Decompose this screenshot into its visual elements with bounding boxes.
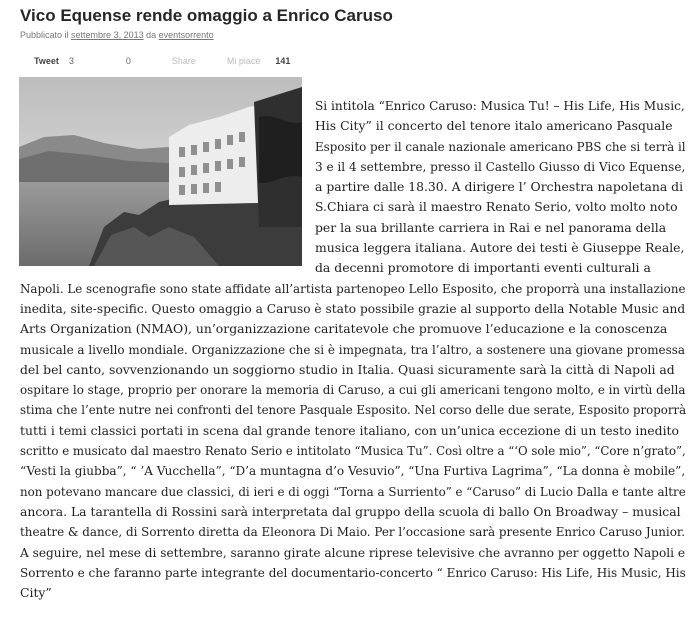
like-button[interactable]: Mi piace <box>226 56 261 66</box>
body-line: inedita, site-specific. Questo omaggio a Caruso è stato possibile grazie al supporto della Notable Music and <box>20 301 686 316</box>
body-line: 3 e il 4 settembre, presso il Castello Giusso di Vico Equense, <box>315 159 686 174</box>
meta-author-link[interactable]: eventsorrento <box>158 30 214 40</box>
body-line: Esposito per il canale nazionale americano PBS che si terrà il <box>315 139 686 154</box>
share-bar <box>34 56 290 66</box>
tweet-count: 3 <box>68 56 74 66</box>
body-line: a partire dalle 18.30. A dirigere l’ Orchestra napoletana di <box>315 179 684 195</box>
body-line: non potevano mancare due classici, di ieri e di oggi “Torna a Surriento” e “Caruso” di Lucio Dalla e tante altre <box>20 484 686 499</box>
share-button[interactable]: Share <box>171 56 196 66</box>
body-line: stima che l’ente nutre nei confronti del tenore Pasquale Esposito. Nel corso delle due serate, Esposito proporrà <box>20 403 687 418</box>
like-count: 141 <box>275 56 291 66</box>
body-line: ospitare lo stage, proprio per onorare la memoria di Caruso, a cui gli americani tengono molto, e in virtù della <box>20 383 686 398</box>
body-line: musica leggera italiana. Autore dei testi è Giuseppe Reale, <box>315 240 685 256</box>
meta-prefix: Pubblicato il <box>20 30 69 40</box>
article-meta <box>20 30 214 40</box>
body-line: ancora. La tarantella di Rossini sarà interpretata dal gruppo della scuola di ballo On Broadway – musical <box>20 503 681 519</box>
body-line: musicale a livello mondiale. Organizzazione che si è impegnata, tra l’altro, a sostenere una giovane promessa <box>20 342 685 357</box>
body-line: “Vesti la giubba”, “ ’A Vucchella”, “D’a muntagna d’o Vesuvio”, “Una Furtiva Lagrima”, “La donna è mobile”, <box>20 464 686 479</box>
body-line: da decenni promotore di importanti eventi culturali a <box>315 260 651 276</box>
body-line: del bel canto, sovvenzionando un soggiorno studio in Italia. Quasi sicuramente sarà la città di Napoli ad <box>20 361 675 377</box>
body-line: S.Chiara ci sarà il maestro Renato Serio, volto molto noto <box>315 199 678 215</box>
body-line: theatre & dance, di Sorrento diretta da Eleonora Di Maio. Per l’occasione sarà presente Enrico Caruso Junior. <box>20 525 686 540</box>
tweet-button[interactable]: Tweet <box>34 56 59 66</box>
body-line: Arts Organization (NMAO), un’organizzazione caritatevole che promuove l’educazione e la conoscenza <box>20 321 668 337</box>
body-line: Sorrento e che faranno parte integrante del documentario-concerto “ Enrico Caruso: His Life, His Music, His <box>20 565 686 580</box>
body-line: tutti i temi classici portati in scena dal grande tenore italiano, con un’unica eccezione di un testo inedito <box>20 422 679 438</box>
article-title: Vico Equense rende omaggio a Enrico Caruso <box>20 6 393 25</box>
body-line: City” <box>20 585 52 601</box>
meta-date-link[interactable]: settembre 3, 2013 <box>71 30 144 40</box>
body-line: Napoli. Le scenografie sono state affidate all’artista partenopeo Lello Esposito, che proporrà una installazione <box>20 281 686 296</box>
meta-by: da <box>146 30 157 40</box>
second-count: 0 <box>125 56 131 66</box>
body-line: scritto e musicato dal maestro Renato Serio e intitolato “Musica Tu”. Così oltre a “‘O sole mio”, “Core n’grato”, <box>20 444 686 459</box>
body-line: His City” il concerto del tenore italo americano Pasquale <box>315 118 673 134</box>
body-line: Si intitola “Enrico Caruso: Musica Tu! – His Life, His Music, <box>315 99 685 113</box>
article-body <box>20 96 685 603</box>
body-line: per la sua brillante carriera in Rai e nel panorama della <box>315 219 667 235</box>
body-line: A seguire, nel mese di settembre, saranno girate alcune riprese televisive che avranno per oggetto Napoli e <box>20 545 686 560</box>
